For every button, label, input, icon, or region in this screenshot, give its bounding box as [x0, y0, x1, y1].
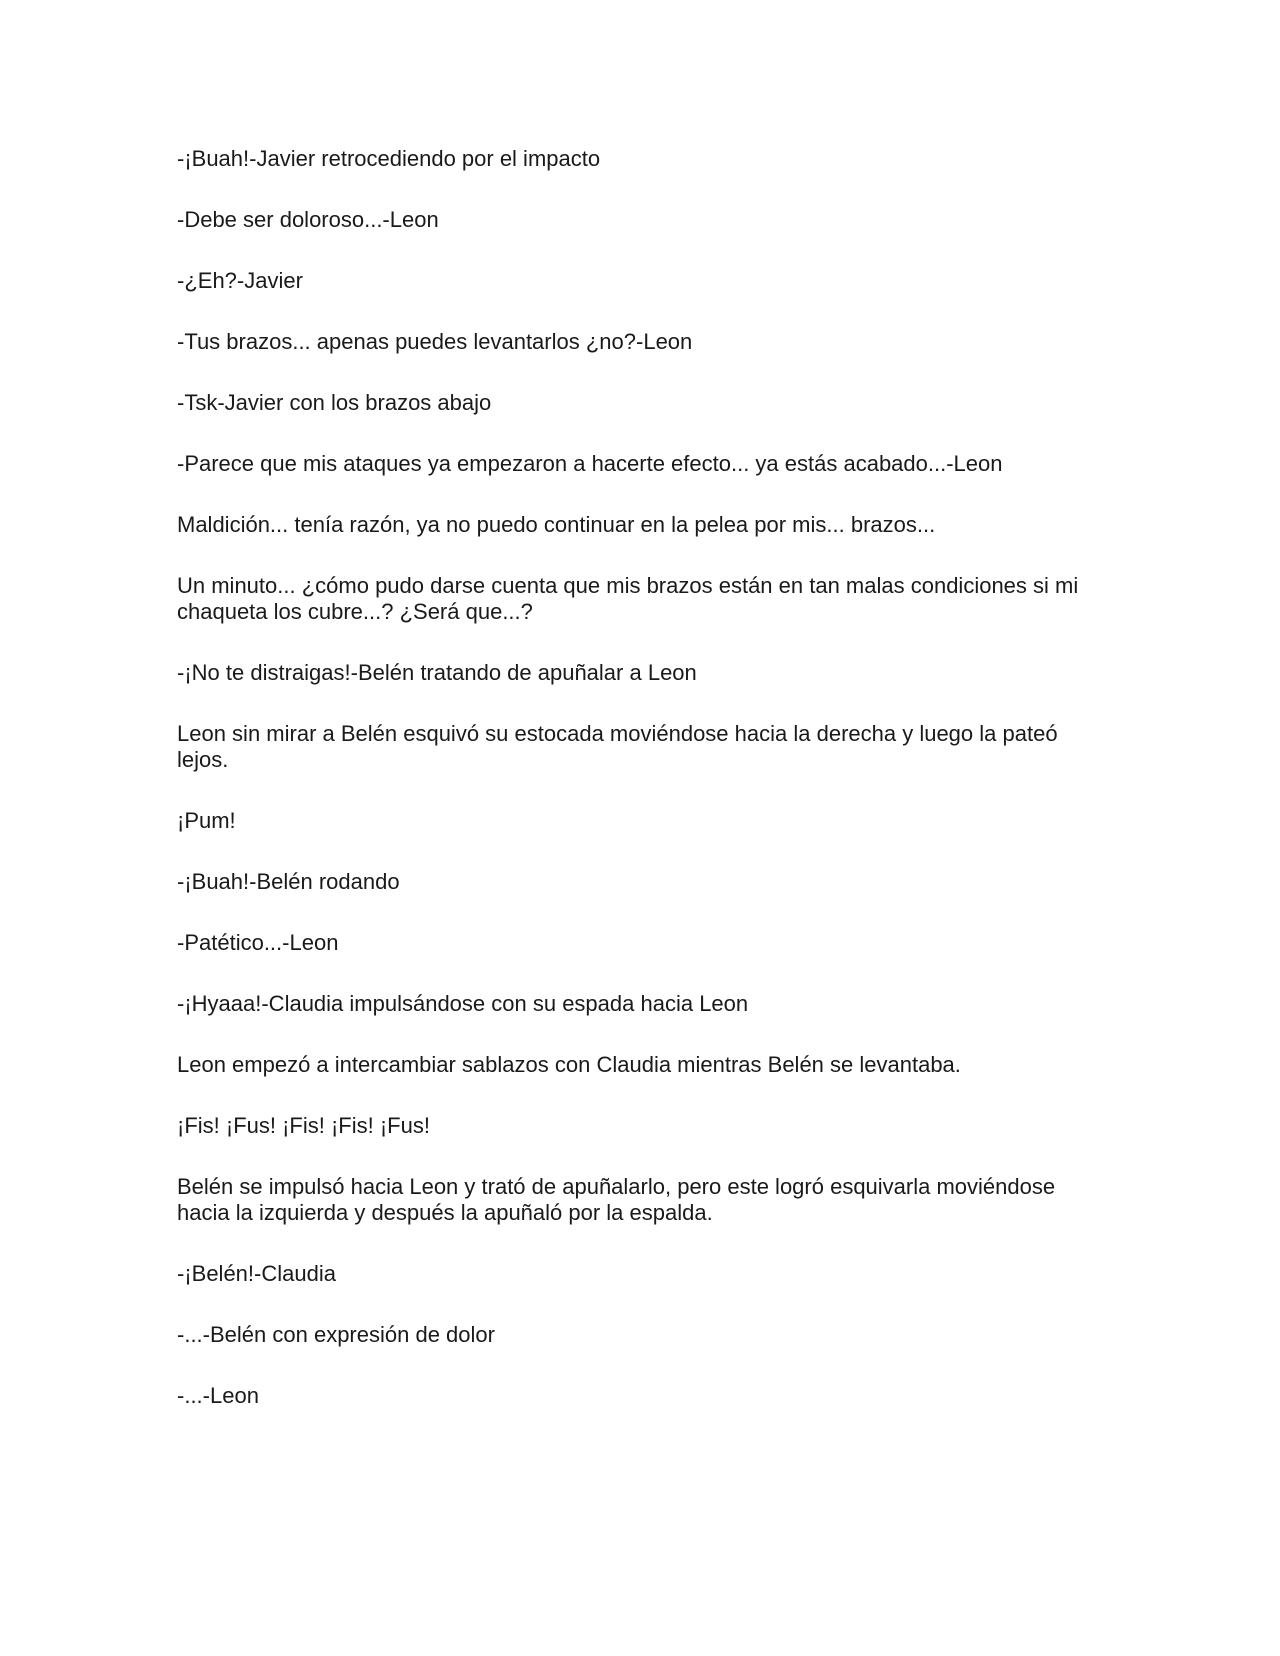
paragraph-17: Belén se impulsó hacia Leon y trató de apuñalarlo, pero este logró esquivarla moviéndose hacia la izquierda y después la apuñaló por la espalda.: [177, 1174, 1056, 1225]
paragraph-1: -¡Buah!-Javier retrocediendo por el impacto: [177, 146, 601, 171]
paragraph-8: Un minuto... ¿cómo pudo darse cuenta que mis brazos están en tan malas condiciones si mi chaqueta los cubre...? ¿Será que...?: [177, 573, 1079, 624]
paragraph-4: -Tus brazos... apenas puedes levantarlos ¿no?-Leon: [177, 329, 693, 354]
paragraph-7: Maldición... tenía razón, ya no puedo continuar en la pelea por mis... brazos...: [177, 512, 936, 537]
paragraph-20: -...-Leon: [177, 1383, 259, 1408]
paragraph-11: ¡Pum!: [177, 808, 236, 833]
paragraph-2: -Debe ser doloroso...-Leon: [177, 207, 439, 232]
document-body: [177, 146, 1107, 1444]
paragraph-6: -Parece que mis ataques ya empezaron a hacerte efecto... ya estás acabado...-Leon: [177, 451, 1003, 476]
paragraph-9: -¡No te distraigas!-Belén tratando de apuñalar a Leon: [177, 660, 697, 685]
paragraph-15: Leon empezó a intercambiar sablazos con Claudia mientras Belén se levantaba.: [177, 1052, 961, 1077]
paragraph-19: -...-Belén con expresión de dolor: [177, 1322, 495, 1347]
paragraph-14: -¡Hyaaa!-Claudia impulsándose con su espada hacia Leon: [177, 991, 749, 1016]
paragraph-18: -¡Belén!-Claudia: [177, 1261, 336, 1286]
paragraph-13: -Patético...-Leon: [177, 930, 339, 955]
paragraph-5: -Tsk-Javier con los brazos abajo: [177, 390, 492, 415]
paragraph-12: -¡Buah!-Belén rodando: [177, 869, 400, 894]
paragraph-10: Leon sin mirar a Belén esquivó su estocada moviéndose hacia la derecha y luego la pateó lejos.: [177, 721, 1058, 772]
paragraph-16: ¡Fis! ¡Fus! ¡Fis! ¡Fis! ¡Fus!: [177, 1113, 430, 1138]
paragraph-3: -¿Eh?-Javier: [177, 268, 303, 293]
